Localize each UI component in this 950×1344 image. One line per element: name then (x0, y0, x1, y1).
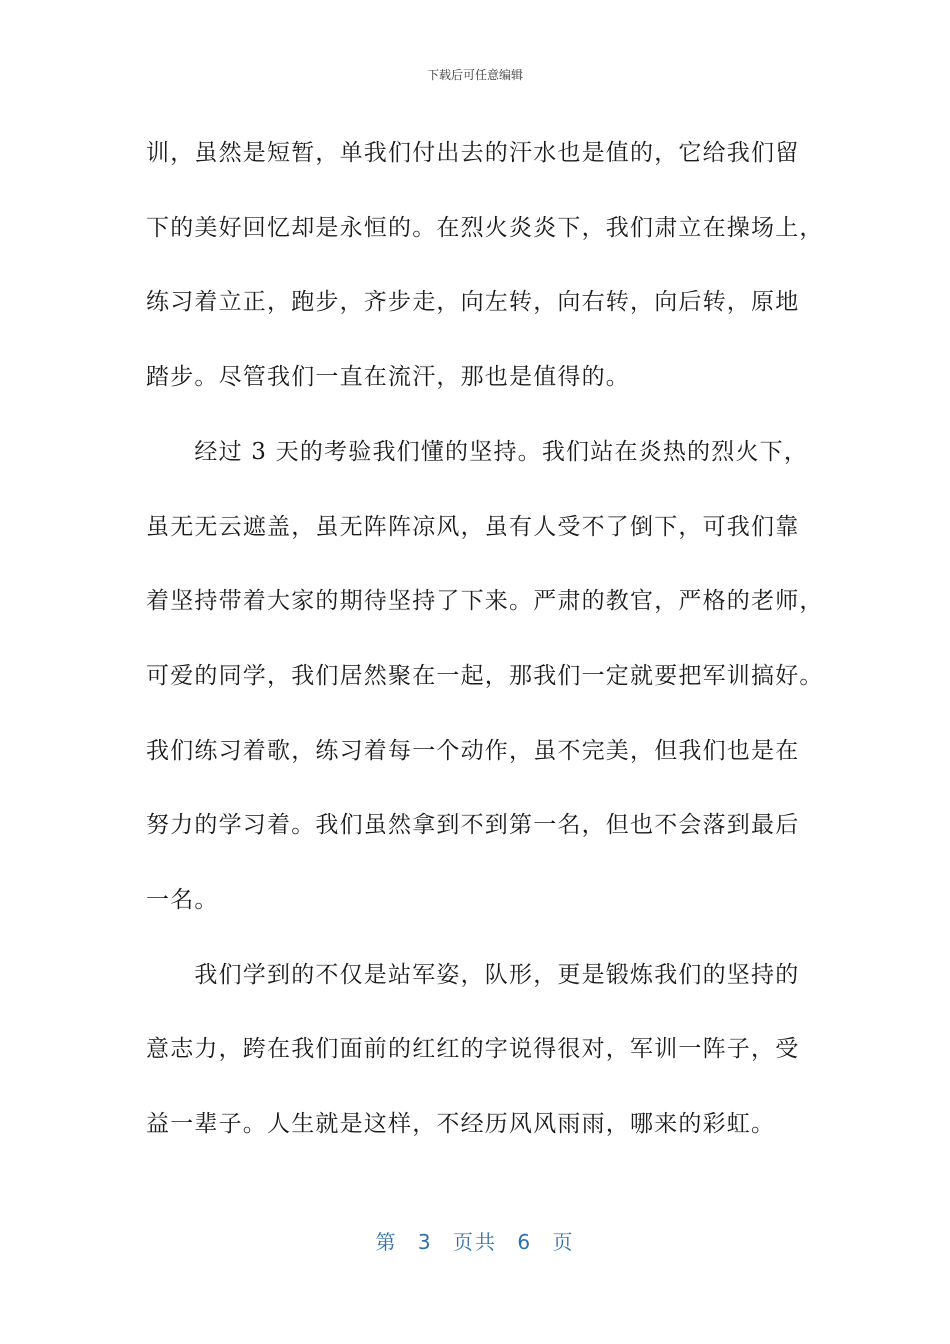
text-line: 下的美好回忆却是永恒的。在烈火炎炎下，我们肃立在操场上， (146, 214, 824, 241)
total-page-count: 6 (517, 1230, 533, 1254)
text-line: 一名。 (146, 887, 219, 914)
document-body (146, 116, 824, 1162)
text-line: 经过 3 天的考验我们懂的坚持。我们站在炎热的烈火下， (146, 438, 809, 465)
text-line: 努力的学习着。我们虽然拿到不到第一名，但也不会落到最后 (146, 812, 800, 839)
text-line: 益一辈子。人生就是这样，不经历风风雨雨，哪来的彩虹。 (146, 1111, 776, 1138)
page-header: 下载后可任意编辑 (426, 68, 523, 82)
paragraph-2 (146, 415, 824, 938)
footer-prefix: 第 (375, 1230, 398, 1254)
text-line: 我们练习着歌，练习着每一个动作，虽不完美，但我们也是在 (146, 737, 800, 764)
text-line: 我们学到的不仅是站军姿，队形，更是锻炼我们的坚持的 (146, 961, 800, 988)
text-line: 着坚持带着大家的期待坚持了下来。严肃的教官，严格的老师， (146, 588, 824, 615)
footer-middle: 页共 (453, 1230, 497, 1254)
text-line: 踏步。尽管我们一直在流汗，那也是值得的。 (146, 364, 630, 391)
paragraph-1 (146, 116, 824, 415)
page-footer (0, 1226, 950, 1255)
text-line: 虽无无云遮盖，虽无阵阵凉风，虽有人受不了倒下，可我们靠 (146, 513, 800, 540)
current-page-number: 3 (417, 1230, 433, 1254)
text-line: 可爱的同学，我们居然聚在一起，那我们一定就要把军训搞好。 (146, 662, 824, 689)
text-line: 意志力，跨在我们面前的红红的字说得很对，军训一阵子，受 (146, 1036, 800, 1063)
text-line: 练习着立正，跑步，齐步走，向左转，向右转，向后转，原地 (146, 289, 800, 316)
footer-suffix: 页 (552, 1230, 575, 1254)
paragraph-3 (146, 938, 816, 1162)
text-line: 训，虽然是短暂，单我们付出去的汗水也是值的，它给我们留 (146, 140, 800, 166)
